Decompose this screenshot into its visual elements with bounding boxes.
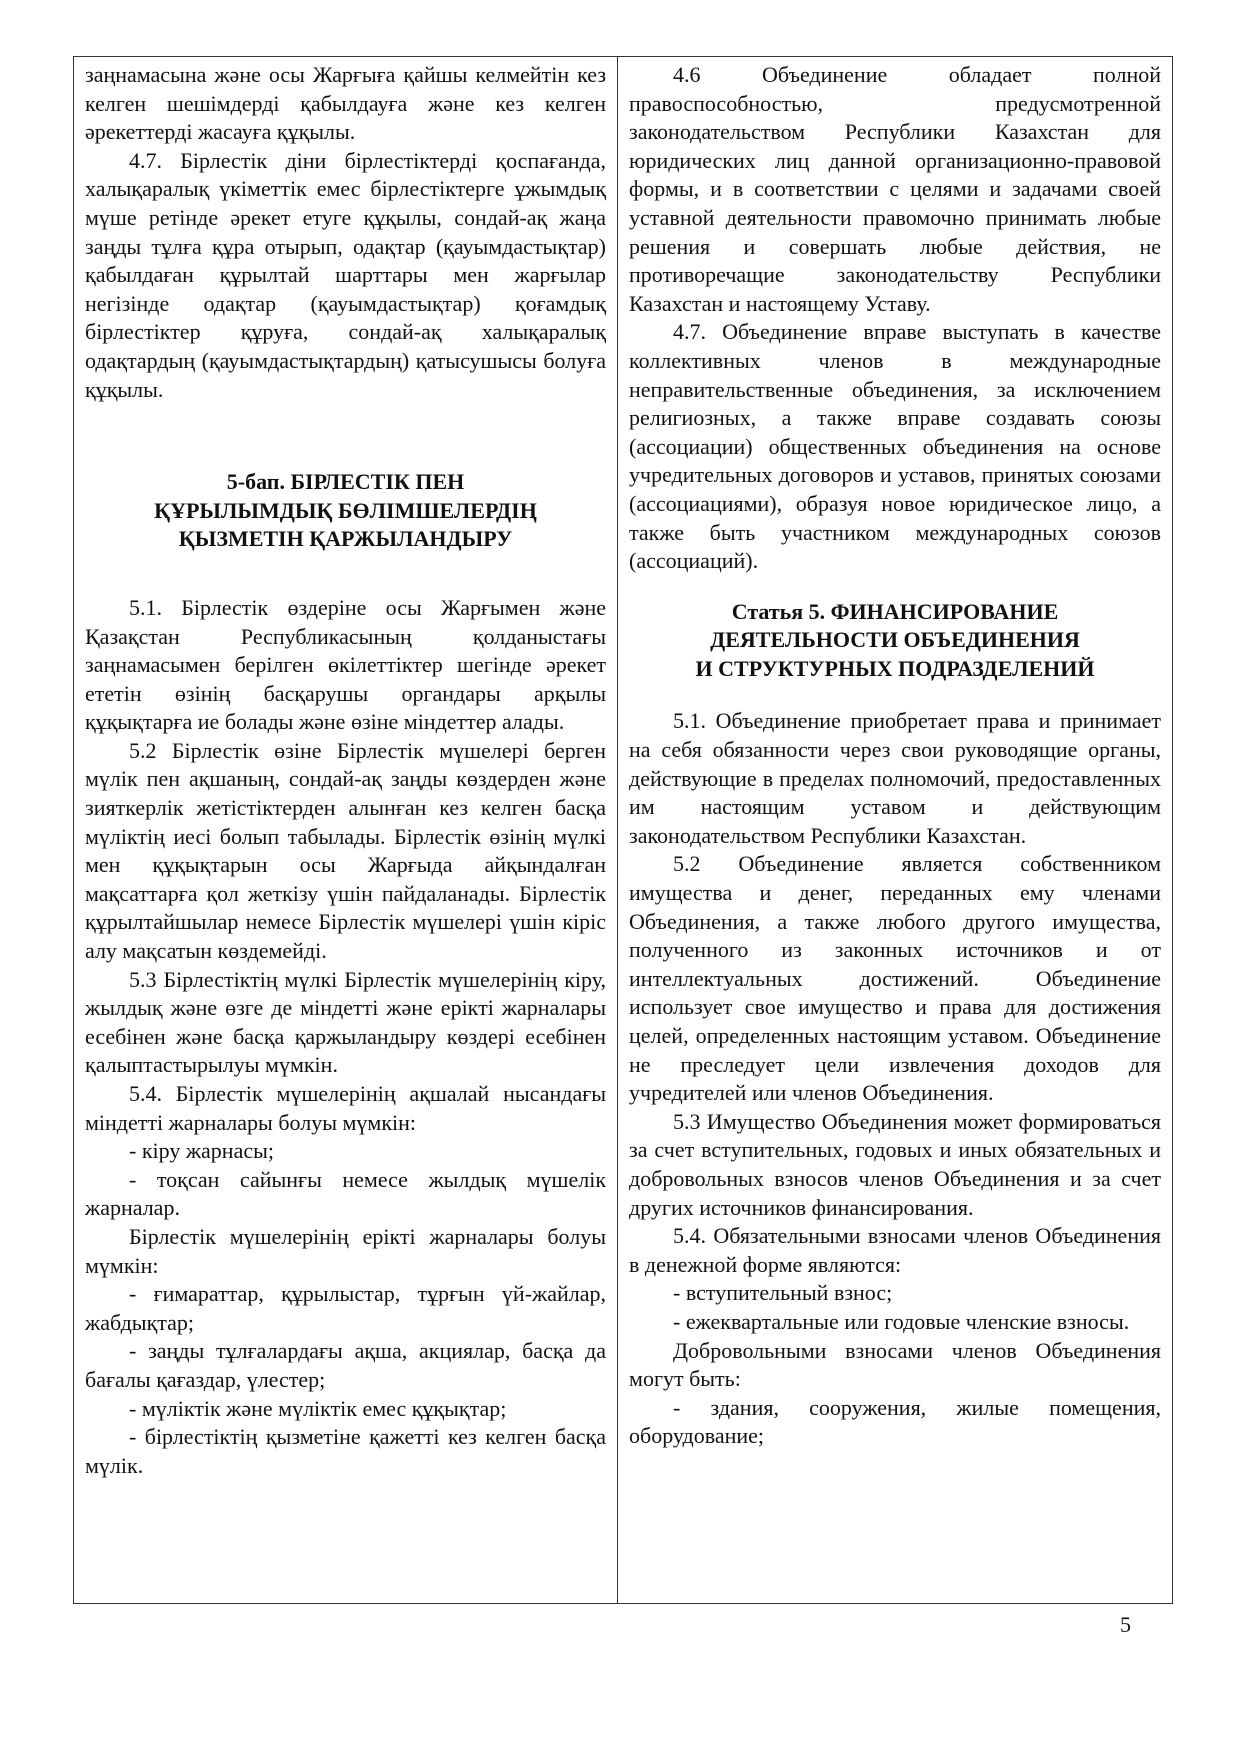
heading-line: 5-бап. БІРЛЕСТІК ПЕН [226,469,465,495]
section-heading [629,598,1161,684]
paragraph: Бірлестік мүшелерінің ерікті жарналары болуы мүмкін: [85,1223,607,1278]
russian-column [618,57,1172,1603]
paragraph: 5.2 Бірлестік өзіне Бірлестік мүшелері берген мүлік пен ақшаның, сондай-ақ заңды көздерден және зияткерлік жетістіктерден алынған кез келген басқа мүліктің иесі болып табылады. Бірлестік өзінің мүлкі мен құқықтарын осы Жарғыда айқындалған мақсаттарға қол жеткізу үшін пайдаланады. Бірлестік құрылтайшылар немесе Бірлестік мүшелері үшін кіріс алу мақсатын көздемейді. [85,737,607,964]
list-item: - тоқсан сайынғы немесе жылдық мүшелік жарналар. [85,1166,607,1221]
paragraph: 4.6 Объединение обладает полной правоспособностью, предусмотренной законодательством Республики Казахстан для юридических лиц данной организационно-правовой формы, и в соответствии с целями и задачами своей уставной деятельности правомочно принимать любые решения и совершать любые действия, не противоречащие законодательству Республики Казахстан и настоящему Уставу. [629,62,1161,316]
paragraph: Добровольными взносами членов Объединения могут быть: [629,1337,1161,1392]
page-number: 5 [1120,1612,1131,1637]
list-item: - ғимараттар, құрылыстар, тұрғын үй-жайлар, жабдықтар; [85,1281,607,1335]
paragraph: 5.3 Бірлестіктің мүлкі Бірлестік мүшелерінің кіру, жылдық және өзге де міндетті және ерікті жарналары есебінен және басқа қаржыландыру көздері есебінен қалыптастырылуы мүмкін. [85,966,607,1078]
paragraph: 5.2 Объединение является собственником имущества и денег, переданных ему членами Объединения, а также любого другого имущества, полученного из законных источников и от интеллектуальных достижений. Объединение использует свое имущество и права для достижения целей, определенных настоящим уставом. Объединение не преследует цели извлечения доходов для учредителей или членов Объединения. [629,851,1161,1106]
list-item: - бірлестіктің қызметіне қажетті кез келген басқа мүлік. [85,1424,607,1478]
heading-line: ҚҰРЫЛЫМДЫҚ БӨЛІМШЕЛЕРДІҢ [154,497,537,523]
paragraph: 5.4. Бірлестік мүшелерінің ақшалай нысандағы міндетті жарналары болуы мүмкін: [85,1081,607,1135]
section-heading [85,468,606,554]
list-item: - вступительный взнос; [673,1280,893,1306]
paragraph: заңнамасына және осы Жарғыға қайшы келмейтін кез келген шешімдерді қабылдауға және кез келген әрекеттерді жасауға құқылы. [85,62,607,145]
kazakh-column [74,57,618,1603]
list-item: - ежеквартальные или годовые членские взносы. [673,1308,1130,1334]
heading-line: Статья 5. ФИНАНСИРОВАНИЕ [731,598,1059,624]
paragraph: 5.4. Обязательными взносами членов Объединения в денежной форме являются: [629,1223,1161,1277]
bilingual-table [73,56,1173,1604]
list-item: - здания, сооружения, жилые помещения, оборудование; [629,1394,1161,1449]
heading-line: ҚЫЗМЕТІН ҚАРЖЫЛАНДЫРУ [178,526,513,552]
paragraph: 5.1. Объединение приобретает права и принимает на себя обязанности через свои руководящие органы, действующие в пределах полномочий, предоставленных им настоящим уставом и действующим законодательством Республики Казахстан. [629,708,1161,848]
list-item: - заңды тұлғалардағы ақша, акциялар, басқа да бағалы қағаздар, үлестер; [85,1338,607,1392]
list-item: - кіру жарнасы; [129,1138,274,1164]
paragraph: 5.1. Бірлестік өздеріне осы Жарғымен және Қазақстан Республикасының қолданыстағы заңнамасымен берілген өкілеттіктер шегінде әрекет ететін өзінің басқарушы органдары арқылы құқықтарға ие болады және өзіне міндеттер алады. [85,594,607,735]
list-item: - мүліктік және мүліктік емес құқықтар; [129,1395,507,1421]
heading-line: ДЕЯТЕЛЬНОСТИ ОБЪЕДИНЕНИЯ [710,627,1080,653]
paragraph: 4.7. Бірлестік діни бірлестіктерді қоспағанда, халықаралық үкіметтік емес бірлестіктерге ұжымдық мүше ретінде әрекет етуге құқылы, сондай-ақ жаңа заңды тұлға құра отырып, одақтар (қауымдастықтар) қабылдаған құрылтай шарттары мен жарғылар негізінде одақтар (қауымдастықтар) қоғамдық бірлестіктер құруға, сондай-ақ халықаралық одақтардың (қауымдастықтардың) қатысушысы болуға құқылы. [85,147,607,402]
paragraph: 5.3 Имущество Объединения может формироваться за счет вступительных, годовых и иных обязательных и добровольных взносов членов Объединения и за счет других источников финансирования. [629,1108,1161,1220]
paragraph: 4.7. Объединение вправе выступать в качестве коллективных членов в международные неправительственные объединения, за исключением религиозных, а также вправе создавать союзы (ассоциации) общественных объединения на основе учредительных договоров и уставов, принятых союзами (ассоциациями), образуя новое юридическое лицо, а также быть участником международных союзов (ассоциаций). [629,319,1161,574]
heading-line: И СТРУКТУРНЫХ ПОДРАЗДЕЛЕНИЙ [695,655,1095,681]
